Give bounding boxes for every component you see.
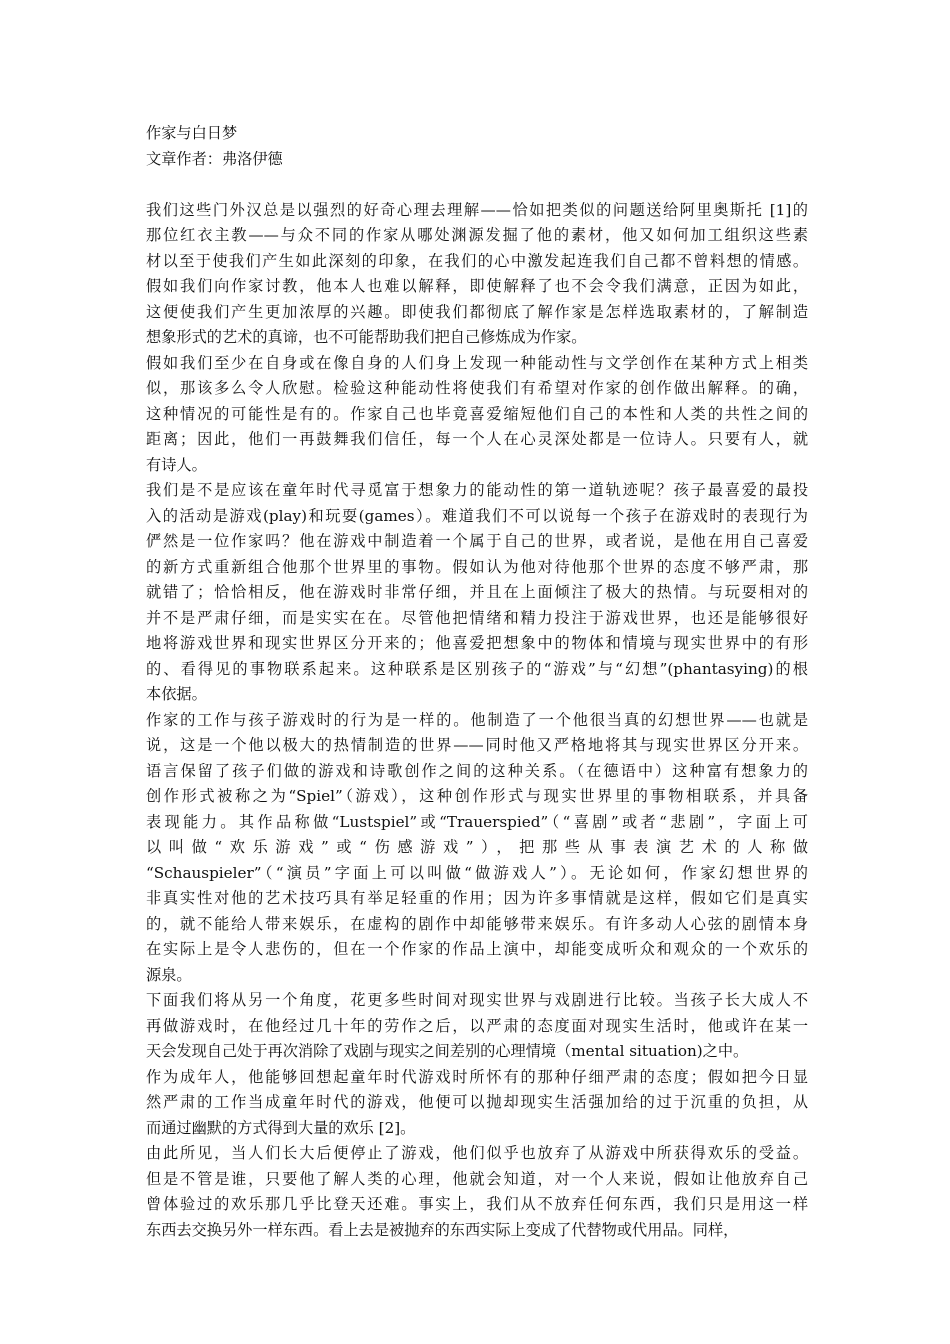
text-line: 那位红衣主教——与众不同的作家从哪处渊源发掘了他的素材，他又如何加工组织这些素 — [146, 226, 808, 244]
text-line: 作家的工作与孩子游戏时的行为是一样的。他制造了一个他很当真的幻想世界——也就是 — [146, 710, 808, 729]
paragraph — [146, 198, 808, 351]
text-line: 材以至于使我们产生如此深刻的印象，在我们的心中激发起连我们自己都不曾料想的情感。 — [146, 251, 808, 270]
text-line: 东西去交换另外一样东西。看上去是被抛弃的东西实际上变成了代替物或代用品。同样， — [146, 1220, 739, 1239]
text-line: 说，这是一个他以极大的热情制造的世界——同时他又严格地将其与现实世界区分开来。 — [146, 736, 808, 754]
blank-line — [146, 172, 808, 198]
text-line: 而通过幽默的方式得到大量的欢乐 [2]。 — [146, 1118, 416, 1137]
text-line: 入的活动是游戏(play)和玩耍(games）。难道我们不可以说每一个孩子在游戏时的表现行为 — [146, 506, 808, 525]
text-line: 由此所见，当人们长大后便停止了游戏，他们似乎也放弃了从游戏中所获得欢乐的受益。 — [146, 1144, 808, 1162]
document-title: 作家与白日梦 — [146, 124, 238, 142]
text-line: 俨然是一位作家吗？他在游戏中制造着一个属于自己的世界，或者说，是他在用自己喜爱 — [146, 532, 808, 550]
text-line: 但是不管是谁，只要他了解人类的心理，他就会知道，对一个人来说，假如让他放弃自己 — [146, 1169, 808, 1188]
text-line: 这便使我们产生更加浓厚的兴趣。即使我们都彻底了解作家是怎样选取素材的，了解制造 — [146, 302, 808, 321]
text-line: 源泉。 — [146, 965, 192, 984]
text-line: 的新方式重新组合他那个世界里的事物。假如认为他对待他那个世界的态度不够严肃，那 — [146, 557, 808, 576]
text-line: 的、看得见的事物联系起来。这种联系是区别孩子的“游戏”与“幻想”(phantasying)的根 — [146, 659, 808, 678]
text-line: 我们是不是应该在童年时代寻觅富于想象力的能动性的第一道轨迹呢？孩子最喜爱的最投 — [146, 481, 808, 499]
text-line: 表现能力。其作品称做“Lustspiel”或“Trauerspied”（“喜剧”或者“悲剧”，字面上可 — [146, 812, 808, 831]
text-line: 再做游戏时，在他经过几十年的劳作之后，以严肃的态度面对现实生活时，他或许在某一 — [146, 1016, 808, 1035]
text-line: 天会发现自己处于再次消除了戏剧与现实之间差别的心理情境（mental situation)之中。 — [146, 1042, 749, 1060]
text-line: 下面我们将从另一个角度，花更多些时间对现实世界与戏剧进行比较。当孩子长大成人不 — [146, 991, 808, 1009]
text-line: 以叫做“欢乐游戏”或“伤感游戏”），把那些从事表演艺术的人称做 — [146, 838, 808, 856]
text-line: 我们这些门外汉总是以强烈的好奇心理去理解——恰如把类似的问题送给阿里奥斯托 [1]的 — [146, 200, 808, 219]
paragraph — [146, 1141, 808, 1243]
paragraph — [146, 351, 808, 479]
text-line: 距离；因此，他们一再鼓舞我们信任，每一个人在心灵深处都是一位诗人。只要有人，就 — [146, 430, 808, 448]
document-page — [146, 121, 808, 1243]
text-line: 并不是严肃仔细，而是实实在在。尽管他把情绪和精力投注于游戏世界，也还是能够很好 — [146, 608, 808, 627]
text-line: “Schauspieler”（“演员”字面上可以叫做“做游戏人”）。无论如何，作家幻想世界的 — [146, 863, 808, 882]
text-line: 语言保留了孩子们做的游戏和诗歌创作之间的这种关系。（在德语中）这种富有想象力的 — [146, 761, 808, 780]
text-line: 假如我们向作家讨教，他本人也难以解释，即使解释了也不会令我们满意，正因为如此， — [146, 277, 808, 295]
paragraph — [146, 1065, 808, 1142]
text-line: 这种情况的可能性是有的。作家自己也毕竟喜爱缩短他们自己的本性和人类的共性之间的 — [146, 404, 808, 423]
author-line: 文章作者：弗洛伊德 — [146, 149, 283, 168]
text-line: 作为成年人，他能够回想起童年时代游戏时所怀有的那种仔细严肃的态度；假如把今日显 — [146, 1067, 808, 1086]
text-line: 在实际上是令人悲伤的，但在一个作家的作品上演中，却能变成听众和观众的一个欢乐的 — [146, 940, 808, 958]
text-line: 有诗人。 — [146, 455, 207, 474]
text-line: 曾体验过的欢乐那几乎比登天还难。事实上，我们从不放弃任何东西，我们只是用这一样 — [146, 1195, 808, 1213]
paragraph — [146, 988, 808, 1065]
text-line: 似，那该多么令人欣慰。检验这种能动性将使我们有希望对作家的创作做出解释。的确， — [146, 379, 808, 397]
text-line: 就错了；恰恰相反，他在游戏时非常仔细，并且在上面倾注了极大的热情。与玩耍相对的 — [146, 583, 808, 601]
text-line: 非真实性对他的艺术技巧具有举足轻重的作用；因为许多事情就是这样，假如它们是真实 — [146, 889, 808, 907]
text-line: 地将游戏世界和现实世界区分开来的；他喜爱把想象中的物体和情境与现实世界中的有形 — [146, 634, 808, 652]
text-line: 的，就不能给人带来娱乐，在虚构的剧作中却能够带来娱乐。有许多动人心弦的剧情本身 — [146, 914, 808, 933]
paragraph — [146, 708, 808, 989]
text-line: 然严肃的工作当成童年时代的游戏，他便可以抛却现实生活强加给的过于沉重的负担，从 — [146, 1093, 808, 1111]
text-line: 假如我们至少在自身或在像自身的人们身上发现一种能动性与文学创作在某种方式上相类 — [146, 353, 808, 372]
paragraph — [146, 478, 808, 708]
text-line: 想象形式的艺术的真谛，也不可能帮助我们把自己修炼成为作家。 — [146, 328, 587, 346]
text-line: 创作形式被称之为“Spiel”（游戏），这种创作形式与现实世界里的事物相联系，并具备 — [146, 787, 808, 805]
article-body — [146, 198, 808, 1244]
text-line: 本依据。 — [146, 685, 207, 703]
